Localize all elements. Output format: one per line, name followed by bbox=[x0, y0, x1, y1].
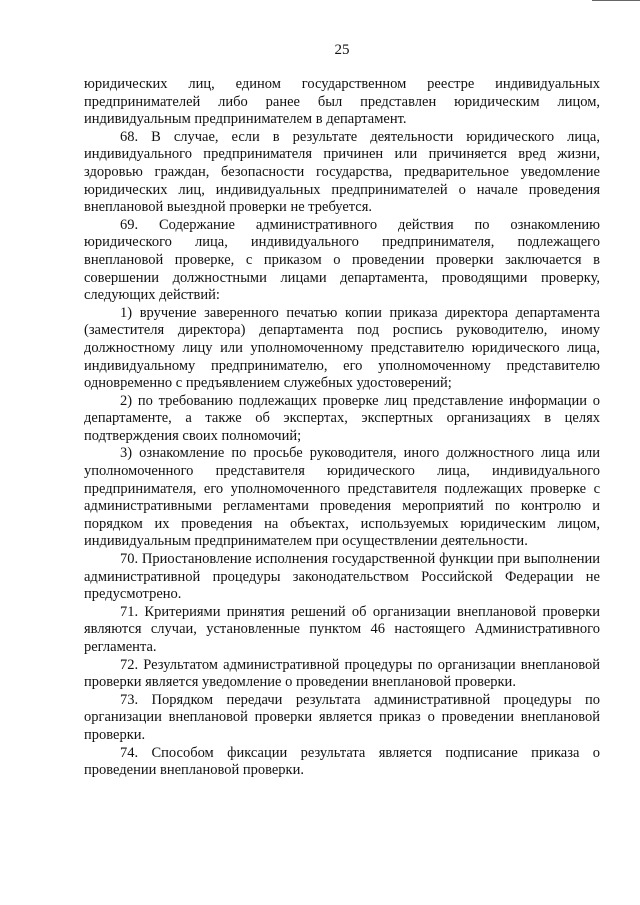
page-corner-mark bbox=[592, 0, 640, 5]
page-number: 25 bbox=[334, 42, 350, 58]
list-item-2: 2) по требованию подлежащих проверке лиц представление информации о департаменте, а также об экспертах, экспертных организациях в целях подтверждения своих полномочий; bbox=[84, 392, 600, 444]
list-item-1: 1) вручение заверенного печатью копии приказа директора департамента (заместителя директора) департамента под роспись руководителю, иному должностному лицу или уполномоченному представителю юридического лица, индивидуальному предпринимателю, его уполномоченному представителю одновременно с предъявлением служебных удостоверений; bbox=[84, 304, 600, 392]
document-body bbox=[84, 76, 600, 780]
paragraph-70: 70. Приостановление исполнения государственной функции при выполнении административной процедуры законодательством Российской Федерации не предусмотрено. bbox=[84, 551, 600, 603]
paragraph-68: 68. В случае, если в результате деятельности юридического лица, индивидуального предпринимателя причинен или причиняется вред жизни, здоровью граждан, безопасности государства, предварительное уведомление юридических лиц, индивидуальных предпринимателей о начале проведения внеплановой выездной проверки не требуется. bbox=[84, 128, 600, 216]
paragraph-73: 73. Порядком передачи результата административной процедуры по организации внеплановой проверки является приказ о проведении внеплановой проверки. bbox=[84, 691, 600, 743]
paragraph-72: 72. Результатом административной процедуры по организации внеплановой проверки является уведомление о проведении внеплановой проверки. bbox=[84, 656, 600, 691]
paragraph-69: 69. Содержание административного действия по ознакомлению юридического лица, индивидуального предпринимателя, подлежащего внеплановой проверке, с приказом о проведении проверки заключается в совершении должностными лицами департамента, проводящими проверку, следующих действий: bbox=[84, 216, 600, 304]
paragraph-continuation: юридических лиц, едином государственном реестре индивидуальных предпринимателей либо ранее был представлен юридическим лицом, индивидуальным предпринимателем в департамент. bbox=[84, 76, 600, 128]
paragraph-71: 71. Критериями принятия решений об организации внеплановой проверки являются случаи, установленные пунктом 46 настоящего Административного регламента. bbox=[84, 603, 600, 655]
list-item-3: 3) ознакомление по просьбе руководителя, иного должностного лица или уполномоченного представителя юридического лица, индивидуального предпринимателя, его уполномоченного представителя подлежащих проверке с административными регламентами проведения мероприятий по контролю и порядком их проведения на объектах, используемых юридическим лицом, индивидуальным предпринимателем при осуществлении деятельности. bbox=[84, 445, 600, 550]
paragraph-74: 74. Способом фиксации результата является подписание приказа о проведении внеплановой проверки. bbox=[84, 744, 600, 779]
